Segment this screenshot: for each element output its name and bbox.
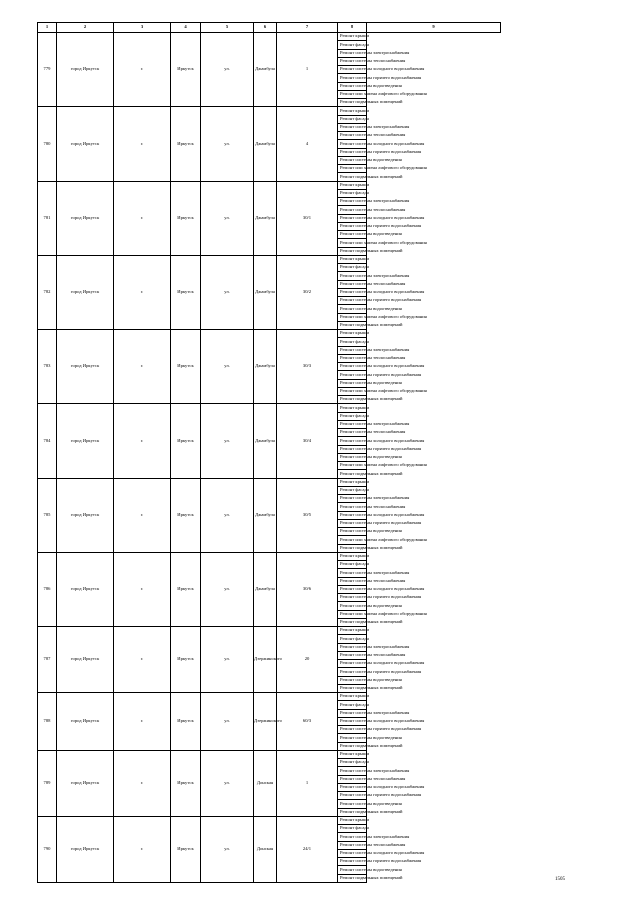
record-row: [38, 181, 501, 189]
record-row: [38, 255, 501, 263]
work-type-cell: Ремонт крыши: [338, 816, 367, 824]
work-type-cell: Ремонт системы водоотведения: [338, 602, 367, 610]
record-row: [38, 330, 501, 338]
work-type-cell: Ремонт подвальных помещений: [338, 99, 367, 107]
street-type: ул.: [201, 750, 254, 816]
work-type-cell: Ремонт системы холодного водоснабжения: [338, 660, 367, 668]
record-number: 782: [38, 255, 57, 329]
record-number: 784: [38, 404, 57, 478]
city-full: город Иркутск: [57, 255, 114, 329]
city-name: Иркутск: [171, 627, 201, 693]
work-type-cell: Ремонт крыши: [338, 107, 367, 115]
city-name: Иркутск: [171, 816, 201, 882]
work-type-cell: Ремонт фасада: [338, 701, 367, 709]
record-number: 780: [38, 107, 57, 181]
city-full: город Иркутск: [57, 404, 114, 478]
work-type-cell: Ремонт системы водоотведения: [338, 453, 367, 461]
city-type: г.: [114, 478, 171, 552]
street-name: Джамбула: [254, 107, 277, 181]
work-type-cell: Ремонт системы холодного водоснабжения: [338, 363, 367, 371]
work-type-cell: Ремонт системы водоотведения: [338, 82, 367, 90]
city-name: Иркутск: [171, 107, 201, 181]
work-type-cell: Ремонт системы холодного водоснабжения: [338, 585, 367, 593]
house-number: 30/1: [277, 181, 338, 255]
street-name: Дзержинского: [254, 693, 277, 751]
street-type: ул.: [201, 816, 254, 882]
city-full: город Иркутск: [57, 181, 114, 255]
work-type-cell: Ремонт крыши: [338, 330, 367, 338]
city-type: г.: [114, 33, 171, 107]
city-name: Иркутск: [171, 552, 201, 626]
header-col-4: 4: [171, 23, 201, 33]
city-type: г.: [114, 552, 171, 626]
work-type-cell: Ремонт системы теплоснабжения: [338, 429, 367, 437]
city-type: г.: [114, 181, 171, 255]
city-full: город Иркутск: [57, 478, 114, 552]
work-type-cell: Ремонт системы горячего водоснабжения: [338, 858, 367, 866]
work-type-cell: Ремонт системы теплоснабжения: [338, 280, 367, 288]
work-type-cell: Ремонт крыши: [338, 404, 367, 412]
city-full: город Иркутск: [57, 33, 114, 107]
header-col-2: 2: [57, 23, 114, 33]
work-type-cell: Ремонт крыши: [338, 627, 367, 635]
record-row: [38, 627, 501, 635]
work-type-cell: Ремонт или замена лифтового оборудования: [338, 387, 367, 395]
work-type-cell: Ремонт системы электроснабжения: [338, 346, 367, 354]
work-type-cell: Ремонт системы холодного водоснабжения: [338, 717, 367, 725]
work-type-cell: Ремонт системы холодного водоснабжения: [338, 511, 367, 519]
city-name: Иркутск: [171, 330, 201, 404]
record-row: [38, 693, 501, 701]
house-number: 30/3: [277, 330, 338, 404]
work-type-cell: Ремонт системы теплоснабжения: [338, 841, 367, 849]
work-type-cell: Ремонт системы электроснабжения: [338, 833, 367, 841]
work-type-cell: Ремонт системы теплоснабжения: [338, 651, 367, 659]
record-number: 785: [38, 478, 57, 552]
city-name: Иркутск: [171, 404, 201, 478]
work-type-cell: Ремонт фасада: [338, 486, 367, 494]
street-name: Дзержинского: [254, 627, 277, 693]
work-type-cell: Ремонт подвальных помещений: [338, 396, 367, 404]
work-type-cell: Ремонт фасада: [338, 189, 367, 197]
city-type: г.: [114, 627, 171, 693]
work-type-cell: Ремонт системы теплоснабжения: [338, 775, 367, 783]
header-col-6: 6: [254, 23, 277, 33]
work-type-cell: Ремонт системы горячего водоснабжения: [338, 371, 367, 379]
work-type-cell: Ремонт системы водоотведения: [338, 231, 367, 239]
city-name: Иркутск: [171, 181, 201, 255]
work-type-cell: Ремонт системы горячего водоснабжения: [338, 148, 367, 156]
work-type-cell: Ремонт системы холодного водоснабжения: [338, 783, 367, 791]
work-type-cell: Ремонт крыши: [338, 750, 367, 758]
city-full: город Иркутск: [57, 750, 114, 816]
record-row: [38, 404, 501, 412]
street-type: ул.: [201, 107, 254, 181]
work-type-cell: Ремонт подвальных помещений: [338, 874, 367, 882]
work-type-cell: Ремонт системы горячего водоснабжения: [338, 445, 367, 453]
work-type-cell: Ремонт подвальных помещений: [338, 173, 367, 181]
work-type-cell: Ремонт системы электроснабжения: [338, 420, 367, 428]
header-col-8: 8: [338, 23, 367, 33]
house-number: 1: [277, 750, 338, 816]
work-type-cell: Ремонт системы водоотведения: [338, 379, 367, 387]
page-number: 1505: [555, 877, 565, 882]
work-type-cell: Ремонт системы водоотведения: [338, 866, 367, 874]
house-number: 1: [277, 33, 338, 107]
house-number: 4: [277, 107, 338, 181]
work-type-cell: Ремонт или замена лифтового оборудования: [338, 90, 367, 98]
record-number: 786: [38, 552, 57, 626]
house-number: 30/6: [277, 552, 338, 626]
work-type-cell: Ремонт подвальных помещений: [338, 321, 367, 329]
work-type-cell: Ремонт системы водоотведения: [338, 800, 367, 808]
work-type-cell: Ремонт системы холодного водоснабжения: [338, 849, 367, 857]
work-type-cell: Ремонт фасада: [338, 264, 367, 272]
street-name: Джамбула: [254, 33, 277, 107]
street-type: ул.: [201, 627, 254, 693]
header-col-7: 7: [277, 23, 338, 33]
work-type-cell: Ремонт крыши: [338, 478, 367, 486]
record-row: [38, 552, 501, 560]
record-number: 788: [38, 693, 57, 751]
work-type-cell: Ремонт фасада: [338, 412, 367, 420]
work-type-cell: Ремонт системы электроснабжения: [338, 198, 367, 206]
work-type-cell: Ремонт системы теплоснабжения: [338, 132, 367, 140]
work-type-cell: Ремонт системы электроснабжения: [338, 643, 367, 651]
street-type: ул.: [201, 255, 254, 329]
work-type-cell: Ремонт системы горячего водоснабжения: [338, 297, 367, 305]
work-type-cell: Ремонт или замена лифтового оборудования: [338, 536, 367, 544]
record-row: [38, 33, 501, 41]
work-type-cell: Ремонт фасада: [338, 338, 367, 346]
work-type-cell: Ремонт системы холодного водоснабжения: [338, 214, 367, 222]
street-name: Донская: [254, 750, 277, 816]
work-type-cell: Ремонт или замена лифтового оборудования: [338, 462, 367, 470]
city-name: Иркутск: [171, 255, 201, 329]
city-type: г.: [114, 255, 171, 329]
work-type-cell: Ремонт крыши: [338, 552, 367, 560]
work-type-cell: Ремонт системы электроснабжения: [338, 123, 367, 131]
work-type-cell: Ремонт системы холодного водоснабжения: [338, 437, 367, 445]
work-type-cell: Ремонт системы электроснабжения: [338, 495, 367, 503]
street-type: ул.: [201, 478, 254, 552]
work-type-cell: Ремонт системы горячего водоснабжения: [338, 74, 367, 82]
city-full: город Иркутск: [57, 627, 114, 693]
street-name: Джамбула: [254, 404, 277, 478]
street-name: Джамбула: [254, 255, 277, 329]
work-type-cell: Ремонт системы горячего водоснабжения: [338, 594, 367, 602]
house-number: 30/2: [277, 255, 338, 329]
house-number: 30/5: [277, 478, 338, 552]
work-type-cell: Ремонт системы холодного водоснабжения: [338, 66, 367, 74]
header-col-3: 3: [114, 23, 171, 33]
work-type-cell: Ремонт или замена лифтового оборудования: [338, 239, 367, 247]
street-name: Донская: [254, 816, 277, 882]
work-type-cell: Ремонт или замена лифтового оборудования: [338, 313, 367, 321]
work-type-cell: Ремонт или замена лифтового оборудования: [338, 165, 367, 173]
record-number: 783: [38, 330, 57, 404]
work-type-cell: Ремонт системы горячего водоснабжения: [338, 668, 367, 676]
city-full: город Иркутск: [57, 816, 114, 882]
house-number: 30/4: [277, 404, 338, 478]
work-type-cell: Ремонт системы водоотведения: [338, 734, 367, 742]
city-type: г.: [114, 330, 171, 404]
house-number: 24/1: [277, 816, 338, 882]
record-row: [38, 750, 501, 758]
city-type: г.: [114, 750, 171, 816]
work-type-cell: Ремонт системы холодного водоснабжения: [338, 288, 367, 296]
street-name: Джамбула: [254, 552, 277, 626]
city-name: Иркутск: [171, 33, 201, 107]
work-type-cell: Ремонт крыши: [338, 181, 367, 189]
header-col-1: 1: [38, 23, 57, 33]
work-type-cell: Ремонт фасада: [338, 561, 367, 569]
work-type-cell: Ремонт фасада: [338, 41, 367, 49]
work-type-cell: Ремонт фасада: [338, 825, 367, 833]
work-type-cell: Ремонт системы теплоснабжения: [338, 354, 367, 362]
work-type-cell: Ремонт системы водоотведения: [338, 305, 367, 313]
work-type-cell: Ремонт системы теплоснабжения: [338, 57, 367, 65]
work-type-cell: Ремонт системы горячего водоснабжения: [338, 792, 367, 800]
street-type: ул.: [201, 693, 254, 751]
work-type-cell: Ремонт системы водоотведения: [338, 676, 367, 684]
house-number: 60/3: [277, 693, 338, 751]
city-full: город Иркутск: [57, 693, 114, 751]
record-number: 789: [38, 750, 57, 816]
city-full: город Иркутск: [57, 107, 114, 181]
work-type-cell: Ремонт или замена лифтового оборудования: [338, 610, 367, 618]
record-number: 787: [38, 627, 57, 693]
work-type-cell: Ремонт фасада: [338, 115, 367, 123]
work-type-cell: Ремонт системы теплоснабжения: [338, 503, 367, 511]
work-type-cell: Ремонт подвальных помещений: [338, 808, 367, 816]
record-row: [38, 816, 501, 824]
record-row: [38, 478, 501, 486]
street-type: ул.: [201, 552, 254, 626]
city-full: город Иркутск: [57, 552, 114, 626]
work-type-cell: Ремонт подвальных помещений: [338, 247, 367, 255]
record-row: [38, 107, 501, 115]
street-type: ул.: [201, 181, 254, 255]
work-type-cell: Ремонт системы горячего водоснабжения: [338, 726, 367, 734]
work-type-cell: Ремонт системы электроснабжения: [338, 569, 367, 577]
work-type-cell: Ремонт системы горячего водоснабжения: [338, 519, 367, 527]
work-type-cell: Ремонт системы холодного водоснабжения: [338, 140, 367, 148]
work-type-cell: Ремонт подвальных помещений: [338, 544, 367, 552]
record-number: 779: [38, 33, 57, 107]
work-type-cell: Ремонт подвальных помещений: [338, 684, 367, 692]
street-name: Джамбула: [254, 478, 277, 552]
work-type-cell: Ремонт фасада: [338, 759, 367, 767]
work-type-cell: Ремонт системы водоотведения: [338, 528, 367, 536]
work-type-cell: Ремонт системы электроснабжения: [338, 49, 367, 57]
header-row: [38, 23, 501, 33]
city-full: город Иркутск: [57, 330, 114, 404]
record-number: 781: [38, 181, 57, 255]
street-name: Джамбула: [254, 181, 277, 255]
record-number: 790: [38, 816, 57, 882]
city-name: Иркутск: [171, 478, 201, 552]
city-name: Иркутск: [171, 693, 201, 751]
city-type: г.: [114, 816, 171, 882]
street-type: ул.: [201, 33, 254, 107]
works-table: [37, 22, 501, 883]
city-type: г.: [114, 693, 171, 751]
work-type-cell: Ремонт подвальных помещений: [338, 618, 367, 626]
work-type-cell: Ремонт системы электроснабжения: [338, 709, 367, 717]
house-number: 20: [277, 627, 338, 693]
street-name: Джамбула: [254, 330, 277, 404]
work-type-cell: Ремонт системы электроснабжения: [338, 272, 367, 280]
city-type: г.: [114, 404, 171, 478]
city-type: г.: [114, 107, 171, 181]
work-type-cell: Ремонт системы теплоснабжения: [338, 206, 367, 214]
street-type: ул.: [201, 404, 254, 478]
work-type-cell: Ремонт системы водоотведения: [338, 156, 367, 164]
street-type: ул.: [201, 330, 254, 404]
header-col-5: 5: [201, 23, 254, 33]
header-col-9: 9: [367, 23, 501, 33]
work-type-cell: Ремонт крыши: [338, 693, 367, 701]
work-type-cell: Ремонт системы теплоснабжения: [338, 577, 367, 585]
work-type-cell: Ремонт системы электроснабжения: [338, 767, 367, 775]
work-type-cell: Ремонт системы горячего водоснабжения: [338, 222, 367, 230]
work-type-cell: Ремонт подвальных помещений: [338, 470, 367, 478]
city-name: Иркутск: [171, 750, 201, 816]
work-type-cell: Ремонт крыши: [338, 33, 367, 41]
work-type-cell: Ремонт подвальных помещений: [338, 742, 367, 750]
work-type-cell: Ремонт крыши: [338, 255, 367, 263]
work-type-cell: Ремонт фасада: [338, 635, 367, 643]
